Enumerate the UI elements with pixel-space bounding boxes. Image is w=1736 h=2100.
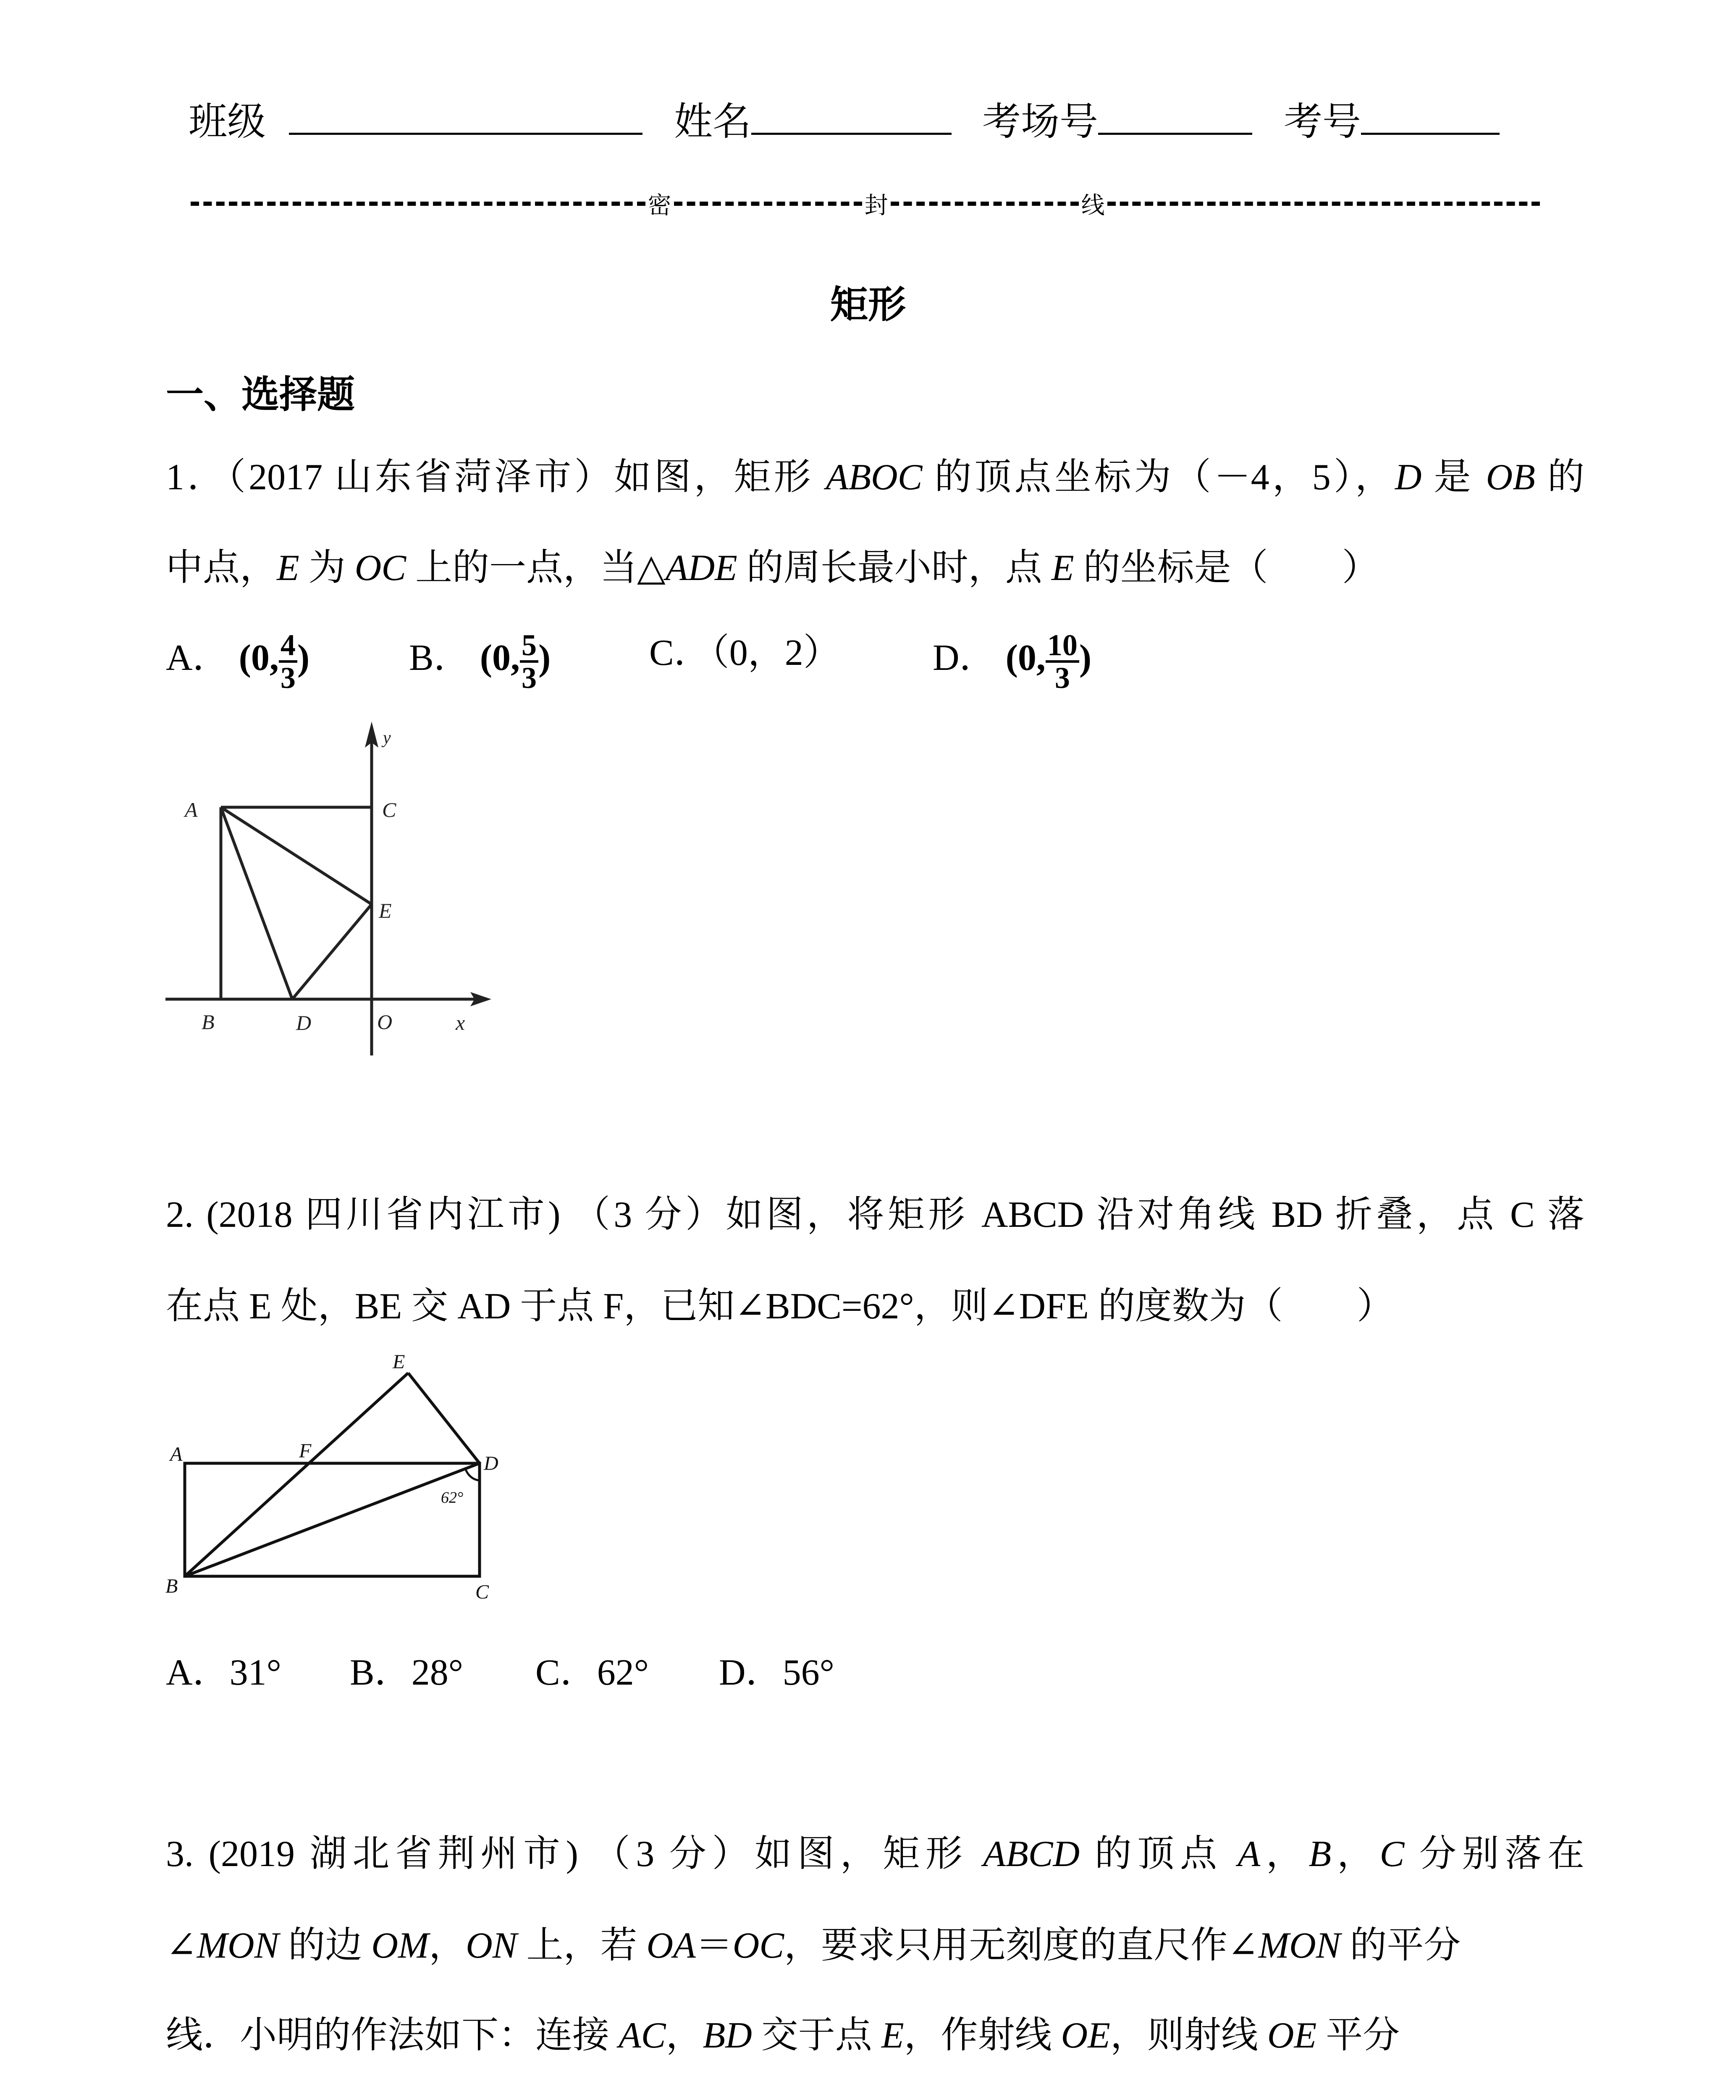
option-suffix: ) [1079, 638, 1092, 679]
option-label: A． [166, 1652, 230, 1693]
text-run: 1．（2017 山东省菏泽市）如图，矩形 [166, 457, 826, 498]
math-symbol: OB [1486, 457, 1535, 498]
text-run: ，要求只用无刻度的直尺作∠ [784, 1925, 1259, 1966]
text-run: 的顶点坐标为（－4，5）， [922, 457, 1395, 498]
math-symbol: E [277, 548, 299, 588]
math-symbol: ON [466, 1925, 517, 1966]
text-run: ∠ [166, 1925, 197, 1966]
math-symbol: ADE [665, 548, 737, 588]
page-title: 矩形 [830, 284, 906, 326]
text-run: ，作射线 [904, 2015, 1061, 2056]
segment-ed [408, 1373, 480, 1463]
q2-option-d[interactable] [719, 1650, 834, 1696]
math-symbol: OE [1267, 2015, 1317, 2056]
math-symbol: MON [197, 1925, 279, 1966]
option-label: D． [933, 638, 996, 679]
text-run: 是 [1421, 457, 1486, 498]
label-f: F [299, 1440, 312, 1462]
seal-char-feng: 封 [864, 193, 888, 219]
text-run: 2. (2018 四川省内江市) （3 分）如图，将矩形 ABCD 沿对角线 BD 折叠，点 C 落 [166, 1194, 1584, 1235]
label-d: D [484, 1452, 498, 1475]
math-symbol: MON [1258, 1925, 1341, 1966]
label-c: C [382, 798, 396, 822]
option-prefix: (0, [1005, 638, 1046, 679]
text-run: 中点， [166, 548, 277, 588]
option-suffix: ) [297, 638, 310, 679]
math-symbol: OA [646, 1925, 696, 1966]
label-a: A [185, 798, 198, 822]
angle-label: 62° [441, 1489, 464, 1507]
label-d: D [296, 1011, 312, 1034]
class-blank[interactable] [289, 133, 642, 135]
denominator: 3 [1054, 661, 1070, 695]
label-b: B [165, 1575, 178, 1597]
text-run: 分别落在 [1404, 1834, 1584, 1874]
text-run: ， [429, 1925, 466, 1966]
label-a: A [170, 1443, 183, 1465]
seal-line [188, 185, 1542, 223]
class-label: 班级 [189, 100, 266, 143]
text-run: 的周长最小时，点 [737, 548, 1052, 588]
option-suffix: ) [538, 638, 551, 679]
label-e: E [393, 1351, 405, 1373]
text-run: ， [1260, 1834, 1309, 1874]
exam-number-blank[interactable] [1361, 133, 1500, 135]
math-symbol: B [1309, 1834, 1332, 1874]
segment-ad [221, 807, 292, 999]
option-label: C． [649, 633, 711, 673]
text-run: 的坐标是（ ） [1074, 548, 1379, 588]
exam-number-label: 考号 [1284, 100, 1361, 143]
name-label: 姓名 [674, 100, 752, 143]
q3-line [166, 2013, 1489, 2059]
text-run: 为 [299, 548, 355, 588]
denominator: 3 [280, 661, 296, 695]
name-blank[interactable] [751, 133, 952, 135]
fraction [279, 630, 297, 693]
q2-option-a[interactable] [166, 1650, 281, 1696]
q1-line [166, 545, 1584, 591]
dash-divider [191, 202, 645, 206]
q1-option-c[interactable] [649, 630, 840, 676]
text-run: 的平分 [1340, 1925, 1461, 1966]
math-symbol: AC [619, 2015, 666, 2056]
numerator: 10 [1046, 630, 1079, 663]
text-run: 的边 [279, 1925, 372, 1966]
q1-option-d[interactable] [933, 630, 1091, 693]
option-text: 56° [782, 1652, 834, 1693]
option-label: B． [350, 1652, 412, 1693]
label-x: x [456, 1011, 465, 1034]
math-symbol: A [1238, 1834, 1261, 1874]
q3-line [166, 1831, 1584, 1877]
diagonal-bd [185, 1463, 480, 1576]
text-run: 上的一点，当△ [406, 548, 666, 588]
numerator: 5 [520, 630, 538, 663]
text-run: 的 [1535, 457, 1584, 498]
q1-line [166, 454, 1584, 501]
math-symbol: D [1395, 457, 1422, 498]
label-y: y [383, 728, 391, 748]
q2-option-c[interactable] [535, 1650, 649, 1696]
option-prefix: (0, [480, 638, 520, 679]
text-run: 3. (2019 湖北省荆州市) （3 分）如图，矩形 [166, 1834, 983, 1874]
option-label: A． [166, 638, 230, 679]
dash-divider [1107, 202, 1540, 206]
q1-option-a[interactable] [166, 630, 309, 693]
option-label: D． [719, 1652, 783, 1693]
text-run: 在点 E 处，BE 交 AD 于点 F，已知∠BDC=62°，则∠DFE 的度数为（ ） [166, 1286, 1394, 1327]
text-run: ， [666, 2015, 703, 2056]
math-symbol: C [1379, 1834, 1405, 1874]
text-run: 上，若 [517, 1925, 647, 1966]
math-symbol: E [1051, 548, 1074, 588]
q2-option-b[interactable] [350, 1650, 463, 1696]
segment-ae [221, 807, 372, 904]
text-run: ，则射线 [1110, 2015, 1267, 2056]
label-o: O [377, 1010, 393, 1034]
text-run: 的顶点 [1080, 1834, 1238, 1874]
numerator: 4 [279, 630, 297, 663]
label-e: E [379, 899, 392, 922]
text-run: 线．小明的作法如下：连接 [166, 2015, 619, 2056]
math-symbol: ABOC [826, 457, 923, 498]
option-text: （0，2） [711, 633, 840, 673]
math-symbol: BD [703, 2015, 752, 2056]
header-fields [189, 101, 1500, 143]
math-symbol: OE [1061, 2015, 1110, 2056]
option-text: 31° [229, 1652, 281, 1693]
dash-divider [891, 202, 1079, 206]
q1-option-b[interactable] [409, 630, 551, 693]
option-label: C． [535, 1652, 597, 1693]
math-symbol: OM [371, 1925, 429, 1966]
math-symbol: OC [354, 548, 406, 588]
option-prefix: (0, [239, 638, 279, 679]
fraction [520, 630, 538, 693]
text-run: 平分 [1316, 2015, 1400, 2056]
section-heading: 一、选择题 [166, 373, 355, 417]
label-b: B [202, 1010, 215, 1034]
option-text: 62° [597, 1652, 649, 1693]
q1-figure [160, 714, 504, 1063]
option-label: B． [409, 638, 471, 679]
denominator: 3 [522, 661, 537, 695]
exam-room-blank[interactable] [1098, 133, 1252, 135]
text-run: ＝ [695, 1925, 733, 1966]
q2-line [166, 1284, 1584, 1330]
dash-divider [674, 202, 862, 206]
math-symbol: ABCD [983, 1834, 1080, 1874]
fraction [1046, 630, 1079, 693]
q3-line [166, 1923, 1489, 1969]
segment-de [292, 904, 372, 999]
label-c: C [475, 1581, 489, 1603]
seal-char-xian: 线 [1081, 193, 1105, 219]
angle-arc [465, 1469, 480, 1480]
segment-be [185, 1373, 408, 1576]
exam-room-label: 考场号 [982, 100, 1099, 143]
text-run: 交于点 [752, 2015, 881, 2056]
q2-line [166, 1192, 1584, 1238]
math-symbol: OC [732, 1925, 784, 1966]
seal-char-mi: 密 [648, 193, 671, 219]
math-symbol: E [881, 2015, 904, 2056]
q2-figure [160, 1344, 521, 1630]
text-run: ， [1331, 1834, 1380, 1874]
option-text: 28° [411, 1652, 463, 1693]
